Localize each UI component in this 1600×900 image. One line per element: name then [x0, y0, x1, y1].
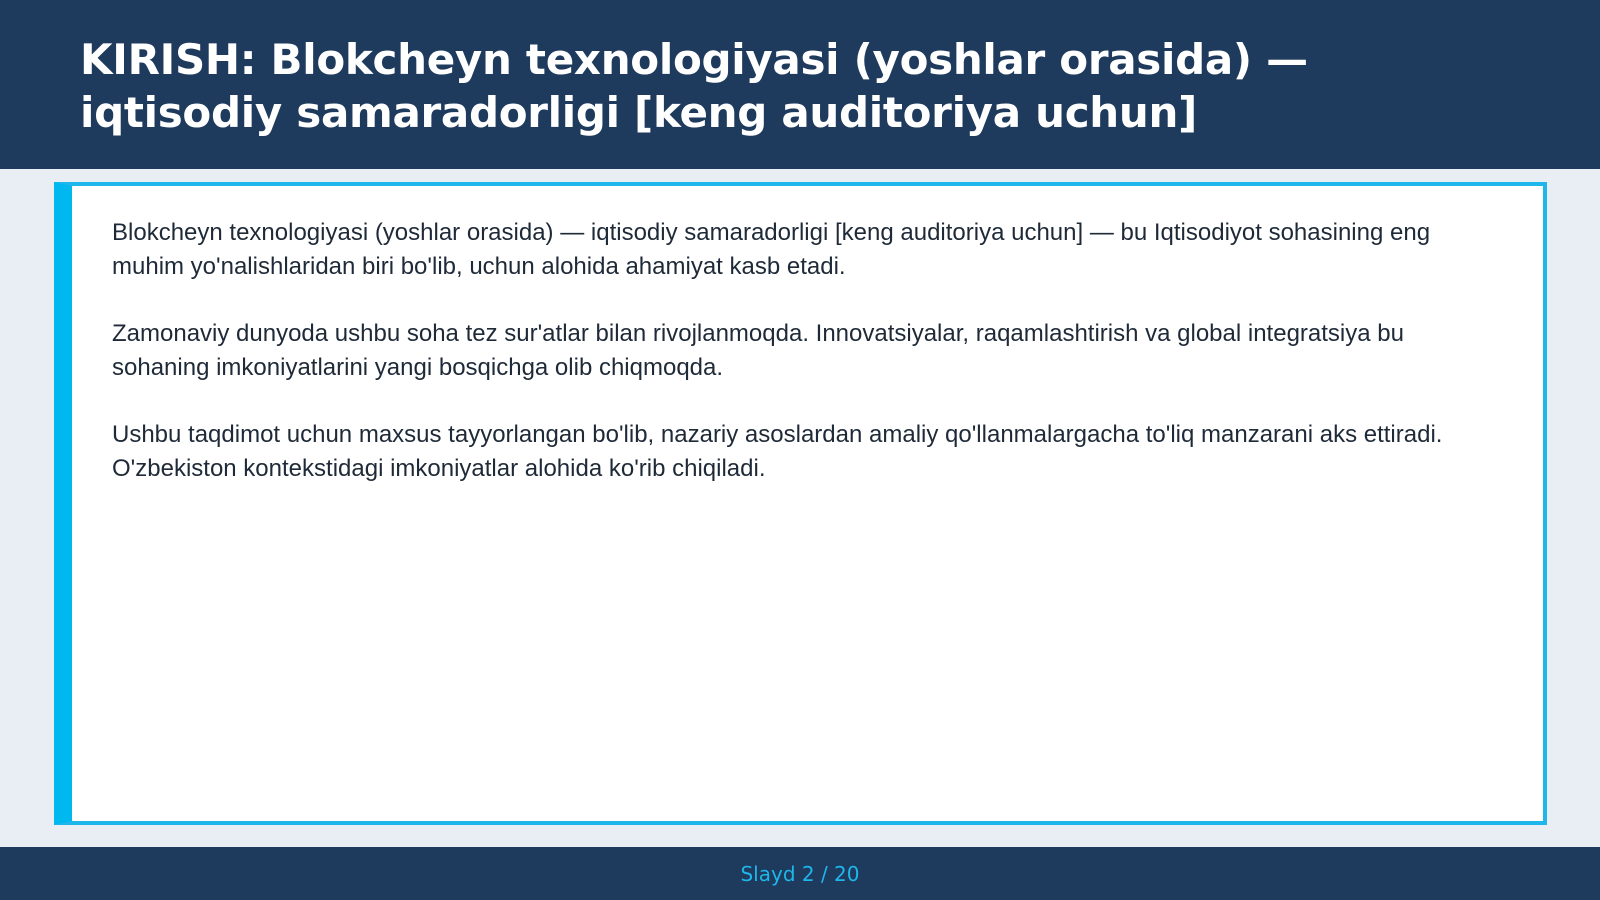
- slide-header: [0, 0, 1600, 169]
- paragraph-intro: Blokcheyn texnologiyasi (yoshlar orasida) — iqtisodiy samaradorligi [keng auditoriya uchun] — bu Iqtisodiyot sohasining eng muhim yo'nalishlaridan biri bo'lib, uchun alohida ahamiyat kasb etadi.: [112, 219, 1431, 280]
- paragraph-modern-world: Zamonaviy dunyoda ushbu soha tez sur'atlar bilan rivojlanmoqda. Innovatsiyalar, raqamlashtirish va global integratsiya bu sohaning imkoniyatlarini yangi bosqichga olib chiqmoqda.: [112, 320, 1404, 381]
- slide-title: KIRISH: Blokcheyn texnologiyasi (yoshlar orasida) — iqtisodiy samaradorligi [keng auditoriya uchun]: [80, 35, 1308, 137]
- content-card: [54, 182, 1547, 825]
- slide-counter: Slayd 2 / 20: [740, 861, 860, 886]
- paragraph-presentation-scope: Ushbu taqdimot uchun maxsus tayyorlangan bo'lib, nazariy asoslardan amaliy qo'llanmalargacha to'liq manzarani aks ettiradi. O'zbekiston kontekstidagi imkoniyatlar alohida ko'rib chiqiladi.: [112, 421, 1443, 482]
- slide-footer: [0, 847, 1600, 900]
